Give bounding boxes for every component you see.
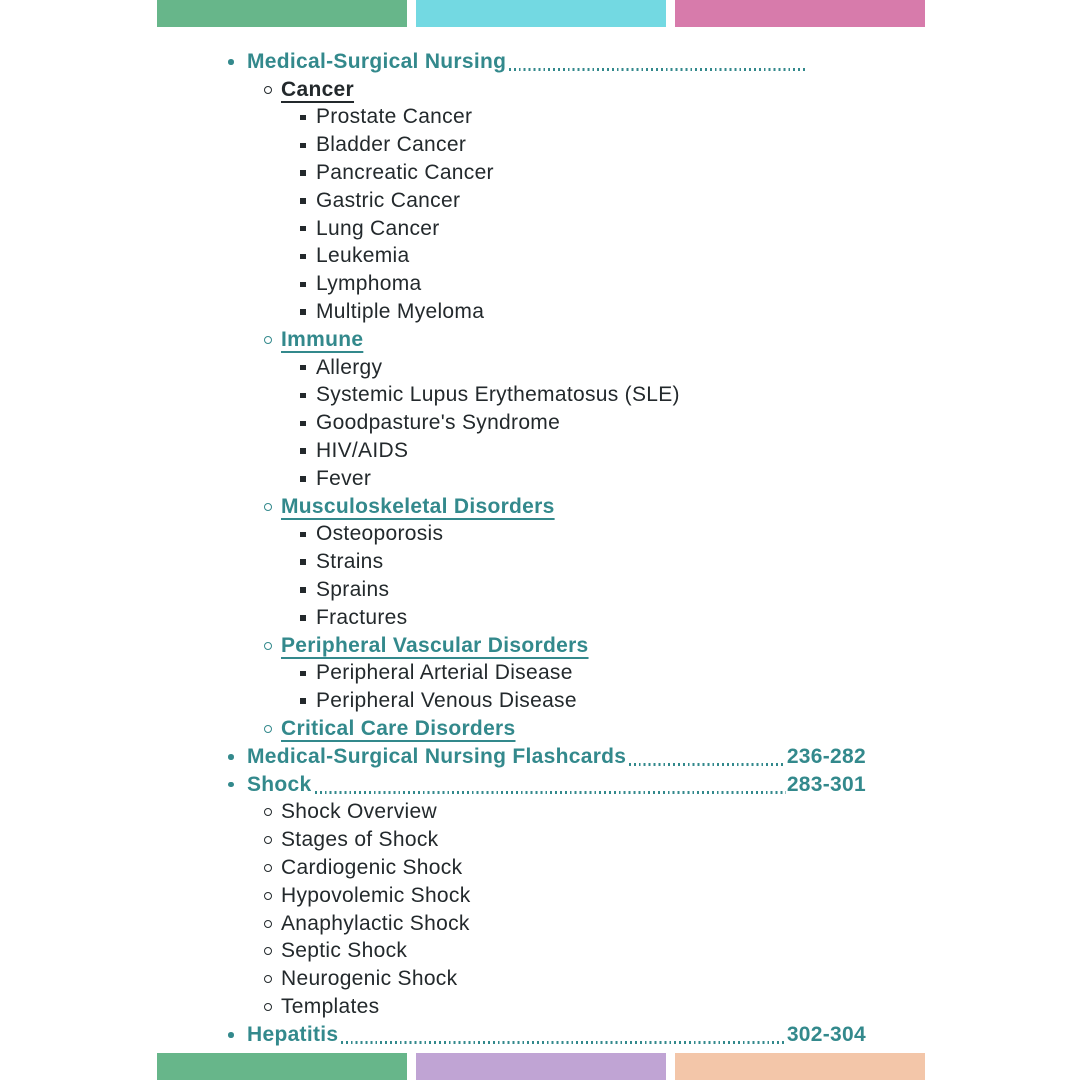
toc-item[interactable] (300, 159, 866, 187)
toc-item[interactable] (228, 743, 866, 771)
toc-item[interactable] (264, 826, 866, 854)
toc-item[interactable] (300, 104, 866, 132)
disc-bullet-icon (228, 59, 247, 65)
square-bullet-icon (300, 671, 316, 677)
toc-item-label: Cancer (281, 77, 355, 101)
toc-item[interactable] (300, 660, 866, 688)
toc-item[interactable] (300, 215, 866, 243)
circle-bullet-icon (264, 836, 281, 844)
circle-bullet-icon (264, 864, 281, 872)
circle-bullet-icon (264, 920, 281, 928)
square-bullet-icon (300, 393, 316, 399)
page-range: 302-304 (786, 1022, 866, 1046)
toc-item-label: Shock Overview (281, 800, 437, 824)
toc-item-label: Stages of Shock (281, 828, 439, 852)
toc-item-label: Musculoskeletal Disorders (281, 494, 555, 518)
table-of-contents (0, 48, 866, 1049)
page-range: 283-301 (786, 772, 866, 796)
toc-item-label: Critical Care Disorders (281, 717, 516, 741)
toc-item-label: Anaphylactic Shock (281, 911, 470, 935)
toc-item[interactable] (300, 604, 866, 632)
toc-item-label: Strains (316, 550, 384, 574)
toc-item[interactable] (300, 576, 866, 604)
square-bullet-icon (300, 421, 316, 427)
toc-item-label: Bladder Cancer (316, 133, 467, 157)
toc-item-label: Fractures (316, 605, 408, 629)
toc-item[interactable] (300, 270, 866, 298)
toc-item[interactable] (300, 187, 866, 215)
toc-item-label: Septic Shock (281, 939, 408, 963)
circle-bullet-icon (264, 975, 281, 983)
bottom-bar-peach (675, 1053, 925, 1080)
square-bullet-icon (300, 226, 316, 232)
page-range: 236-282 (786, 744, 866, 768)
toc-item[interactable] (300, 465, 866, 493)
square-bullet-icon (300, 143, 316, 149)
square-bullet-icon (300, 615, 316, 621)
toc-item-label: Templates (281, 994, 380, 1018)
toc-item-label: Medical-Surgical Nursing (247, 49, 507, 73)
dotted-leader (629, 763, 786, 766)
disc-bullet-icon (228, 1032, 247, 1038)
circle-bullet-icon (264, 1003, 281, 1011)
square-bullet-icon (300, 282, 316, 288)
toc-item-label: Hypovolemic Shock (281, 883, 471, 907)
toc-item-label: Goodpasture's Syndrome (316, 411, 561, 435)
square-bullet-icon (300, 115, 316, 121)
toc-item[interactable] (300, 548, 866, 576)
circle-bullet-icon (264, 808, 281, 816)
toc-item-label: Peripheral Arterial Disease (316, 661, 573, 685)
toc-item-label: Multiple Myeloma (316, 300, 485, 324)
toc-item-label: Pancreatic Cancer (316, 161, 494, 185)
square-bullet-icon (300, 587, 316, 593)
toc-item-label: Peripheral Vascular Disorders (281, 633, 589, 657)
toc-item[interactable] (228, 1021, 866, 1049)
square-bullet-icon (300, 448, 316, 454)
square-bullet-icon (300, 254, 316, 260)
circle-bullet-icon (264, 86, 281, 94)
toc-item[interactable] (264, 76, 866, 104)
disc-bullet-icon (228, 782, 247, 788)
square-bullet-icon (300, 476, 316, 482)
toc-item-label: Neurogenic Shock (281, 967, 458, 991)
toc-item[interactable] (264, 799, 866, 827)
toc-item[interactable] (264, 493, 866, 521)
dotted-leader (315, 791, 786, 794)
toc-item-label: HIV/AIDS (316, 439, 409, 463)
toc-item-label: Sprains (316, 578, 390, 602)
dotted-leader (341, 1041, 785, 1044)
disc-bullet-icon (228, 754, 247, 760)
toc-item[interactable] (300, 437, 866, 465)
toc-item-label: Shock (247, 772, 312, 796)
toc-item[interactable] (264, 910, 866, 938)
toc-item-label: Lymphoma (316, 272, 422, 296)
toc-item-label: Gastric Cancer (316, 188, 461, 212)
toc-item[interactable] (300, 243, 866, 271)
top-bar-green (157, 0, 407, 27)
toc-item[interactable] (264, 854, 866, 882)
circle-bullet-icon (264, 947, 281, 955)
toc-item[interactable] (264, 965, 866, 993)
top-bar-cyan (416, 0, 666, 27)
bottom-bar-strip (157, 1053, 925, 1080)
toc-item-label: Lung Cancer (316, 216, 440, 240)
circle-bullet-icon (264, 725, 281, 733)
toc-item-label: Fever (316, 466, 372, 490)
toc-item-label: Osteoporosis (316, 522, 444, 546)
toc-item-label: Leukemia (316, 244, 410, 268)
toc-item[interactable] (264, 632, 866, 660)
top-bar-strip (157, 0, 925, 27)
square-bullet-icon (300, 532, 316, 538)
toc-item[interactable] (300, 521, 866, 549)
toc-item[interactable] (264, 326, 866, 354)
toc-item-label: Hepatitis (247, 1022, 339, 1046)
toc-item[interactable] (300, 382, 866, 410)
dotted-leader (509, 68, 806, 71)
circle-bullet-icon (264, 503, 281, 511)
toc-item[interactable] (264, 993, 866, 1021)
top-bar-pink (675, 0, 925, 27)
toc-item[interactable] (300, 354, 866, 382)
toc-item[interactable] (264, 715, 866, 743)
toc-item[interactable] (300, 298, 866, 326)
toc-item-label: Medical-Surgical Nursing Flashcards (247, 744, 627, 768)
toc-item-label: Systemic Lupus Erythematosus (SLE) (316, 383, 680, 407)
square-bullet-icon (300, 698, 316, 704)
toc-item-label: Prostate Cancer (316, 105, 473, 129)
circle-bullet-icon (264, 892, 281, 900)
bottom-bar-green (157, 1053, 407, 1080)
circle-bullet-icon (264, 336, 281, 344)
toc-item-label: Cardiogenic Shock (281, 856, 463, 879)
toc-item[interactable] (300, 409, 866, 437)
toc-item-label: Allergy (316, 355, 383, 379)
toc-item-label: Peripheral Venous Disease (316, 689, 577, 713)
toc-item[interactable] (300, 131, 866, 159)
bottom-bar-purple (416, 1053, 666, 1080)
toc-item[interactable] (300, 687, 866, 715)
toc-item[interactable] (264, 938, 866, 966)
toc-item[interactable] (228, 771, 866, 799)
square-bullet-icon (300, 170, 316, 176)
toc-item-label: Immune (281, 327, 364, 351)
toc-item[interactable] (264, 882, 866, 910)
square-bullet-icon (300, 198, 316, 204)
circle-bullet-icon (264, 642, 281, 650)
toc-item[interactable] (228, 48, 807, 76)
square-bullet-icon (300, 309, 316, 315)
square-bullet-icon (300, 365, 316, 371)
square-bullet-icon (300, 559, 316, 565)
